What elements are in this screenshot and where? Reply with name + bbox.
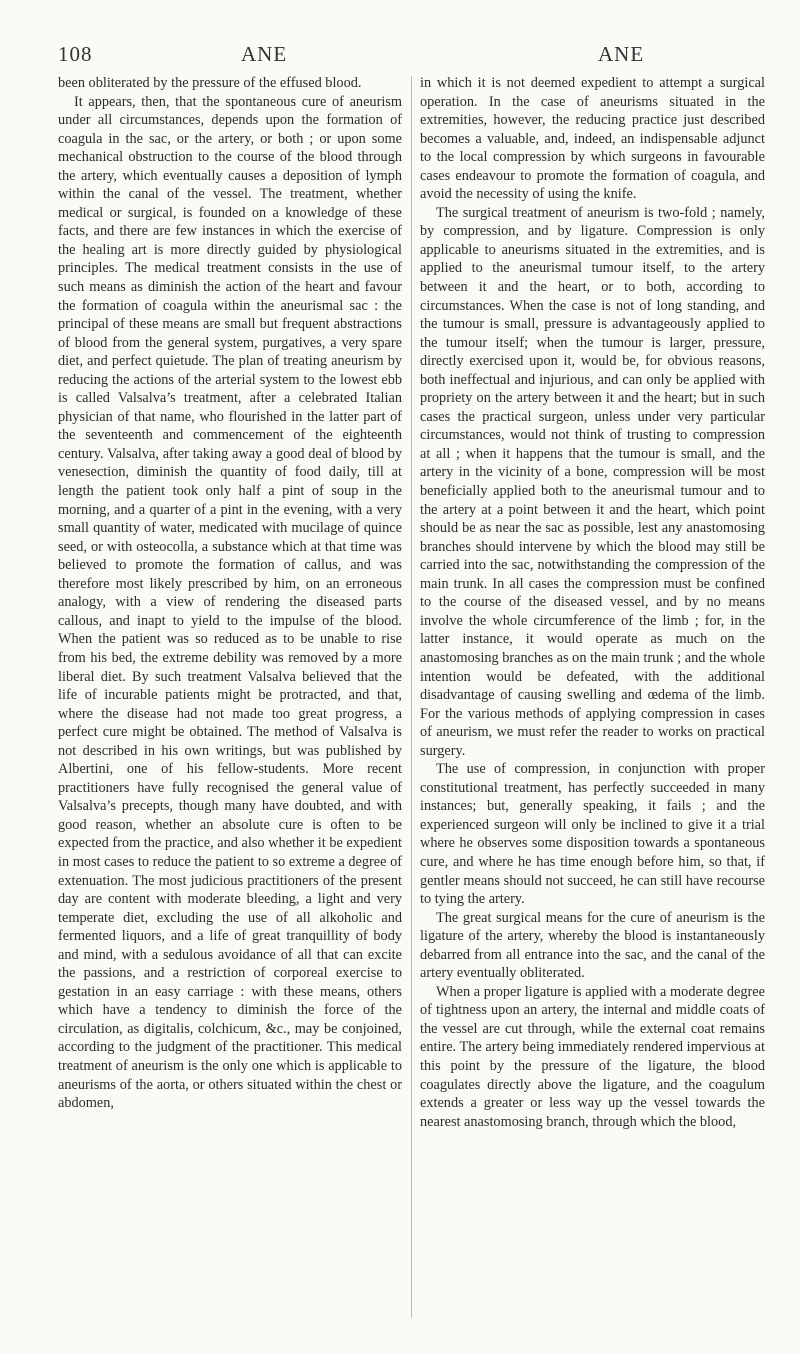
paragraph: in which it is not deemed expedient to attempt a surgical operation. In the case of aneurisms situated in the extremities, however, the reducing practice just described becomes a valuable, and, indeed, an indispensable adjunct to the local compression by which surgeons in favourable cases endeavour to promote the formation of coagula, and avoid the necessity of using the knife. bbox=[420, 75, 765, 203]
paragraph: It appears, then, that the spontaneous cure of aneurism under all circumstances, depends upon the formation of coagula in the sac, or the artery, or both ; or upon some mechanical obstruction to the course of the blood through the artery, which eventually causes a deposition of lymph within the canal of the vessel. The treatment, whether medical or surgical, is founded on a knowledge of these facts, and there are few instances in which the exercise of the healing art is more directly guided by physiological principles. The medical treatment consists in the use of such means as diminish the action of the heart and favour the formation of coagula within the aneurismal sac : the principal of these means are small but frequent abstractions of blood from the general system, purgatives, a very spare diet, and perfect quietude. The plan of treating aneurism by reducing the actions of the arterial system to the lowest ebb is called Valsalva’s treatment, after a celebrated Italian physician of that name, who flourished in the latter part of the seventeenth and commencement of the eighteenth century. Valsalva, after taking away a good deal of blood by venesection, diminish the quantity of food daily, till at length the patient took only half a pint of soup in the morning, and a quarter of a pint in the evening, with a very small quantity of water, medicated with mucilage of quince seed, or with osteocolla, a substance which at that time was believed to promote the formation of callus, and was therefore most likely prescribed by him, on an erroneous analogy, with a view of rendering the diseased parts callous, and inapt to yield to the impulse of the blood. When the patient was so reduced as to be unable to rise from his bed, the extreme debility was removed by a more liberal diet. By such treatment Valsalva believed that the life of incurable patients might be protracted, and that, where the disease had not made too great progress, a perfect cure might be obtained. The method of Valsalva is not described in his own writings, but was published by Albertini, one of his fellow-students. More recent practitioners have fully recognised the general value of Valsalva’s precepts, though many have doubted, and with good reason, whether an absolute cure is often to be expected from the practice, and also whether it be expedient in most cases to reduce the patient to so extreme a degree of extenuation. The most judicious practitioners of the present day are content with moderate bleeding, a light and very temperate diet, excluding the use of all alkoholic and fermented liquors, and a life of great tranquillity of body and mind, with a sedulous avoidance of all that can excite the passions, and a restriction of corporeal exercise to gestation in an easy carriage : with these means, others which have a tendency to diminish the force of the circulation, as digitalis, colchicum, &c., may be conjoined, according to the judgment of the practitioner. This medical treatment of aneurism is the only one which is applicable to aneurisms of the aorta, or others situated within the chest or abdomen, bbox=[58, 93, 402, 1112]
left-text-column bbox=[58, 74, 402, 1113]
right-running-head: ANE bbox=[598, 42, 645, 66]
paragraph: The use of compression, in conjunction with proper constitutional treatment, has perfectly succeeded in many instances; but, generally speaking, it fails ; and the experienced surgeon will only be inclined to give it a trial where he observes some disposition towards a spontaneous cure, and where he has time enough before him, so that, if gentler means should not succeed, he can still have recourse to tying the artery. bbox=[420, 761, 765, 908]
right-text-column bbox=[420, 74, 765, 1131]
paragraph: The great surgical means for the cure of aneurism is the ligature of the artery, whereby the blood is instantaneously debarred from all entrance into the sac, and the canal of the artery eventually obliterated. bbox=[420, 909, 765, 982]
left-running-head: ANE bbox=[241, 42, 288, 66]
paragraph: When a proper ligature is applied with a moderate degree of tightness upon an artery, the internal and middle coats of the vessel are cut through, while the external coat remains entire. The artery being immediately rendered impervious at this point by the pressure of the ligature, the blood coagulates directly above the ligature, and the coagulum extends a greater or less way up the vessel towards the nearest anastomosing branch, through which the blood, bbox=[420, 983, 765, 1130]
column-divider bbox=[411, 76, 412, 1318]
page-number: 108 bbox=[58, 42, 93, 66]
paragraph: been obliterated by the pressure of the effused blood. bbox=[58, 75, 362, 91]
paragraph: The surgical treatment of aneurism is two-fold ; namely, by compression, and by ligature. Compression is only applicable to aneurisms situated in the extremities, and is applied to the aneurismal tumour itself, to the artery between it and the heart, or to both, according to circumstances. When the case is not of long standing, and the tumour is small, pressure is advantageously applied to the tumour itself; when the tumour is larger, pressure, directly exercised upon it, would be, for obvious reasons, both ineffectual and injurious, and can only be applied with propriety on the artery between it and the heart; but in such cases the practical surgeon, unless under very particular circumstances, would not think of trusting to compression at all ; when it happens that the tumour is small, and the artery in the vicinity of a bone, compression will be most beneficially applied both to the aneurismal tumour and to the artery at a point between it and the heart, which point should be as near the sac as possible, lest any anastomosing branches should intervene by which the blood may still be carried into the sac, notwithstanding the compression of the main trunk. In all cases the compression must be confined to the course of the diseased vessel, and by no means involve the whole circumference of the limb ; for, in the latter instance, it would operate as much on the anastomosing branches as on the main trunk ; and the whole intention would be defeated, with the additional disadvantage of causing swelling and œdema of the limb. For the various methods of applying compression in cases of aneurism, we must refer the reader to works on practical surgery. bbox=[420, 204, 765, 759]
